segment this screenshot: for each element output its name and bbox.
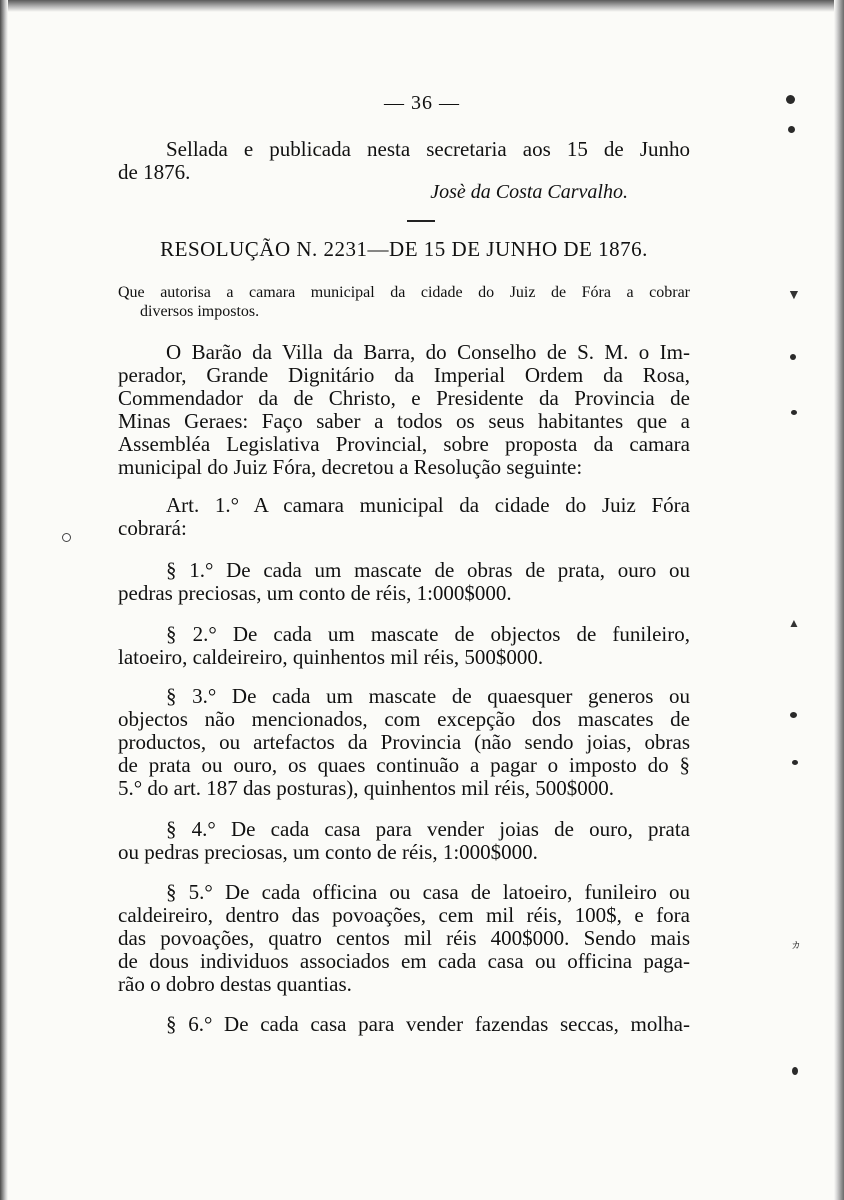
paragraph-line: productos, ou artefactos da Provincia (não sendo joias, obras: [118, 730, 690, 754]
paragraph-line: pedras preciosas, um conto de réis, 1:000$000.: [118, 581, 512, 605]
scan-speck: [788, 126, 795, 133]
paragraph-3: [118, 685, 690, 800]
intro-line: de 1876.: [118, 160, 191, 184]
article-line: cobrará:: [118, 516, 187, 540]
scan-speck: [790, 354, 796, 360]
scan-speck: [790, 712, 797, 718]
paragraph-4: [118, 818, 690, 864]
preamble-line: Minas Geraes: Faço saber a todos os seus habitantes que a: [118, 409, 690, 433]
preamble-line: municipal do Juiz Fóra, decretou a Resolução seguinte:: [118, 455, 583, 479]
scan-edge-right: [834, 0, 844, 1200]
paragraph-line: das povoações, quatro centos mil réis 400$000. Sendo mais: [118, 926, 690, 950]
preamble-line: O Barão da Villa da Barra, do Conselho de S. M. o Im-: [166, 340, 690, 364]
intro-line: Sellada e publicada nesta secretaria aos 15 de Junho: [166, 137, 690, 161]
scan-speck: [792, 1067, 798, 1075]
resolution-heading: RESOLUÇÃO N. 2231—DE 15 DE JUNHO DE 1876.: [160, 237, 648, 261]
paragraph-6: [118, 1013, 690, 1036]
paragraph-line: § 2.° De cada um mascate de objectos de funileiro,: [166, 622, 690, 646]
scan-mark: ヵ: [790, 937, 803, 951]
page-number: — 36 —: [384, 92, 460, 114]
preamble-line: Commendador da de Christo, e Presidente da Provincia de: [118, 386, 690, 410]
paragraph-line: de dous individuos associados em cada casa ou officina paga-: [118, 949, 690, 973]
preamble-paragraph: [118, 341, 690, 479]
signature: Josè da Costa Carvalho.: [430, 181, 628, 203]
paragraph-2: [118, 623, 690, 669]
scan-speck: [62, 533, 71, 542]
paragraph-line: rão o dobro destas quantias.: [118, 972, 352, 996]
paragraph-line: ou pedras preciosas, um conto de réis, 1:000$000.: [118, 840, 538, 864]
article-1: [118, 494, 690, 540]
paragraph-line: de prata ou ouro, os quaes continuão a pagar o imposto do §: [118, 753, 690, 777]
scan-edge-top: [0, 0, 844, 12]
summary-line: Que autorisa a camara municipal da cidade do Juiz de Fóra a cobrar: [118, 284, 690, 301]
paragraph-line: § 4.° De cada casa para vender joias de ouro, prata: [166, 817, 690, 841]
scan-speck: [792, 760, 798, 765]
scan-edge-left: [0, 0, 8, 1200]
paragraph-line: objectos não mencionados, com excepção dos mascates de: [118, 707, 690, 731]
preamble-line: Assembléa Legislativa Provincial, sobre proposta da camara: [118, 432, 690, 456]
paragraph-line: § 3.° De cada um mascate de quaesquer generos ou: [166, 684, 690, 708]
scan-speck: [791, 410, 797, 415]
paragraph-line: § 1.° De cada um mascate de obras de prata, ouro ou: [166, 558, 690, 582]
paragraph-line: caldeireiro, dentro das povoações, cem mil réis, 100$, e fora: [118, 903, 690, 927]
preamble-line: perador, Grande Dignitário da Imperial Ordem da Rosa,: [118, 363, 690, 387]
intro-paragraph: [118, 138, 690, 184]
paragraph-line: latoeiro, caldeireiro, quinhentos mil réis, 500$000.: [118, 645, 544, 669]
scan-mark: ▲: [788, 616, 800, 630]
summary-line: diversos impostos.: [140, 303, 260, 320]
resolution-summary: [118, 283, 690, 321]
paragraph-line: § 5.° De cada officina ou casa de latoeiro, funileiro ou: [166, 880, 690, 904]
paragraph-line: 5.° do art. 187 das posturas), quinhentos mil réis, 500$000.: [118, 776, 615, 800]
paragraph-line: § 6.° De cada casa para vender fazendas seccas, molha-: [166, 1012, 690, 1036]
scan-mark: ▼: [787, 288, 801, 303]
paragraph-1: [118, 559, 690, 605]
article-line: Art. 1.° A camara municipal da cidade do Juiz Fóra: [166, 493, 690, 517]
paragraph-5: [118, 881, 690, 996]
separator-rule: [407, 220, 435, 222]
